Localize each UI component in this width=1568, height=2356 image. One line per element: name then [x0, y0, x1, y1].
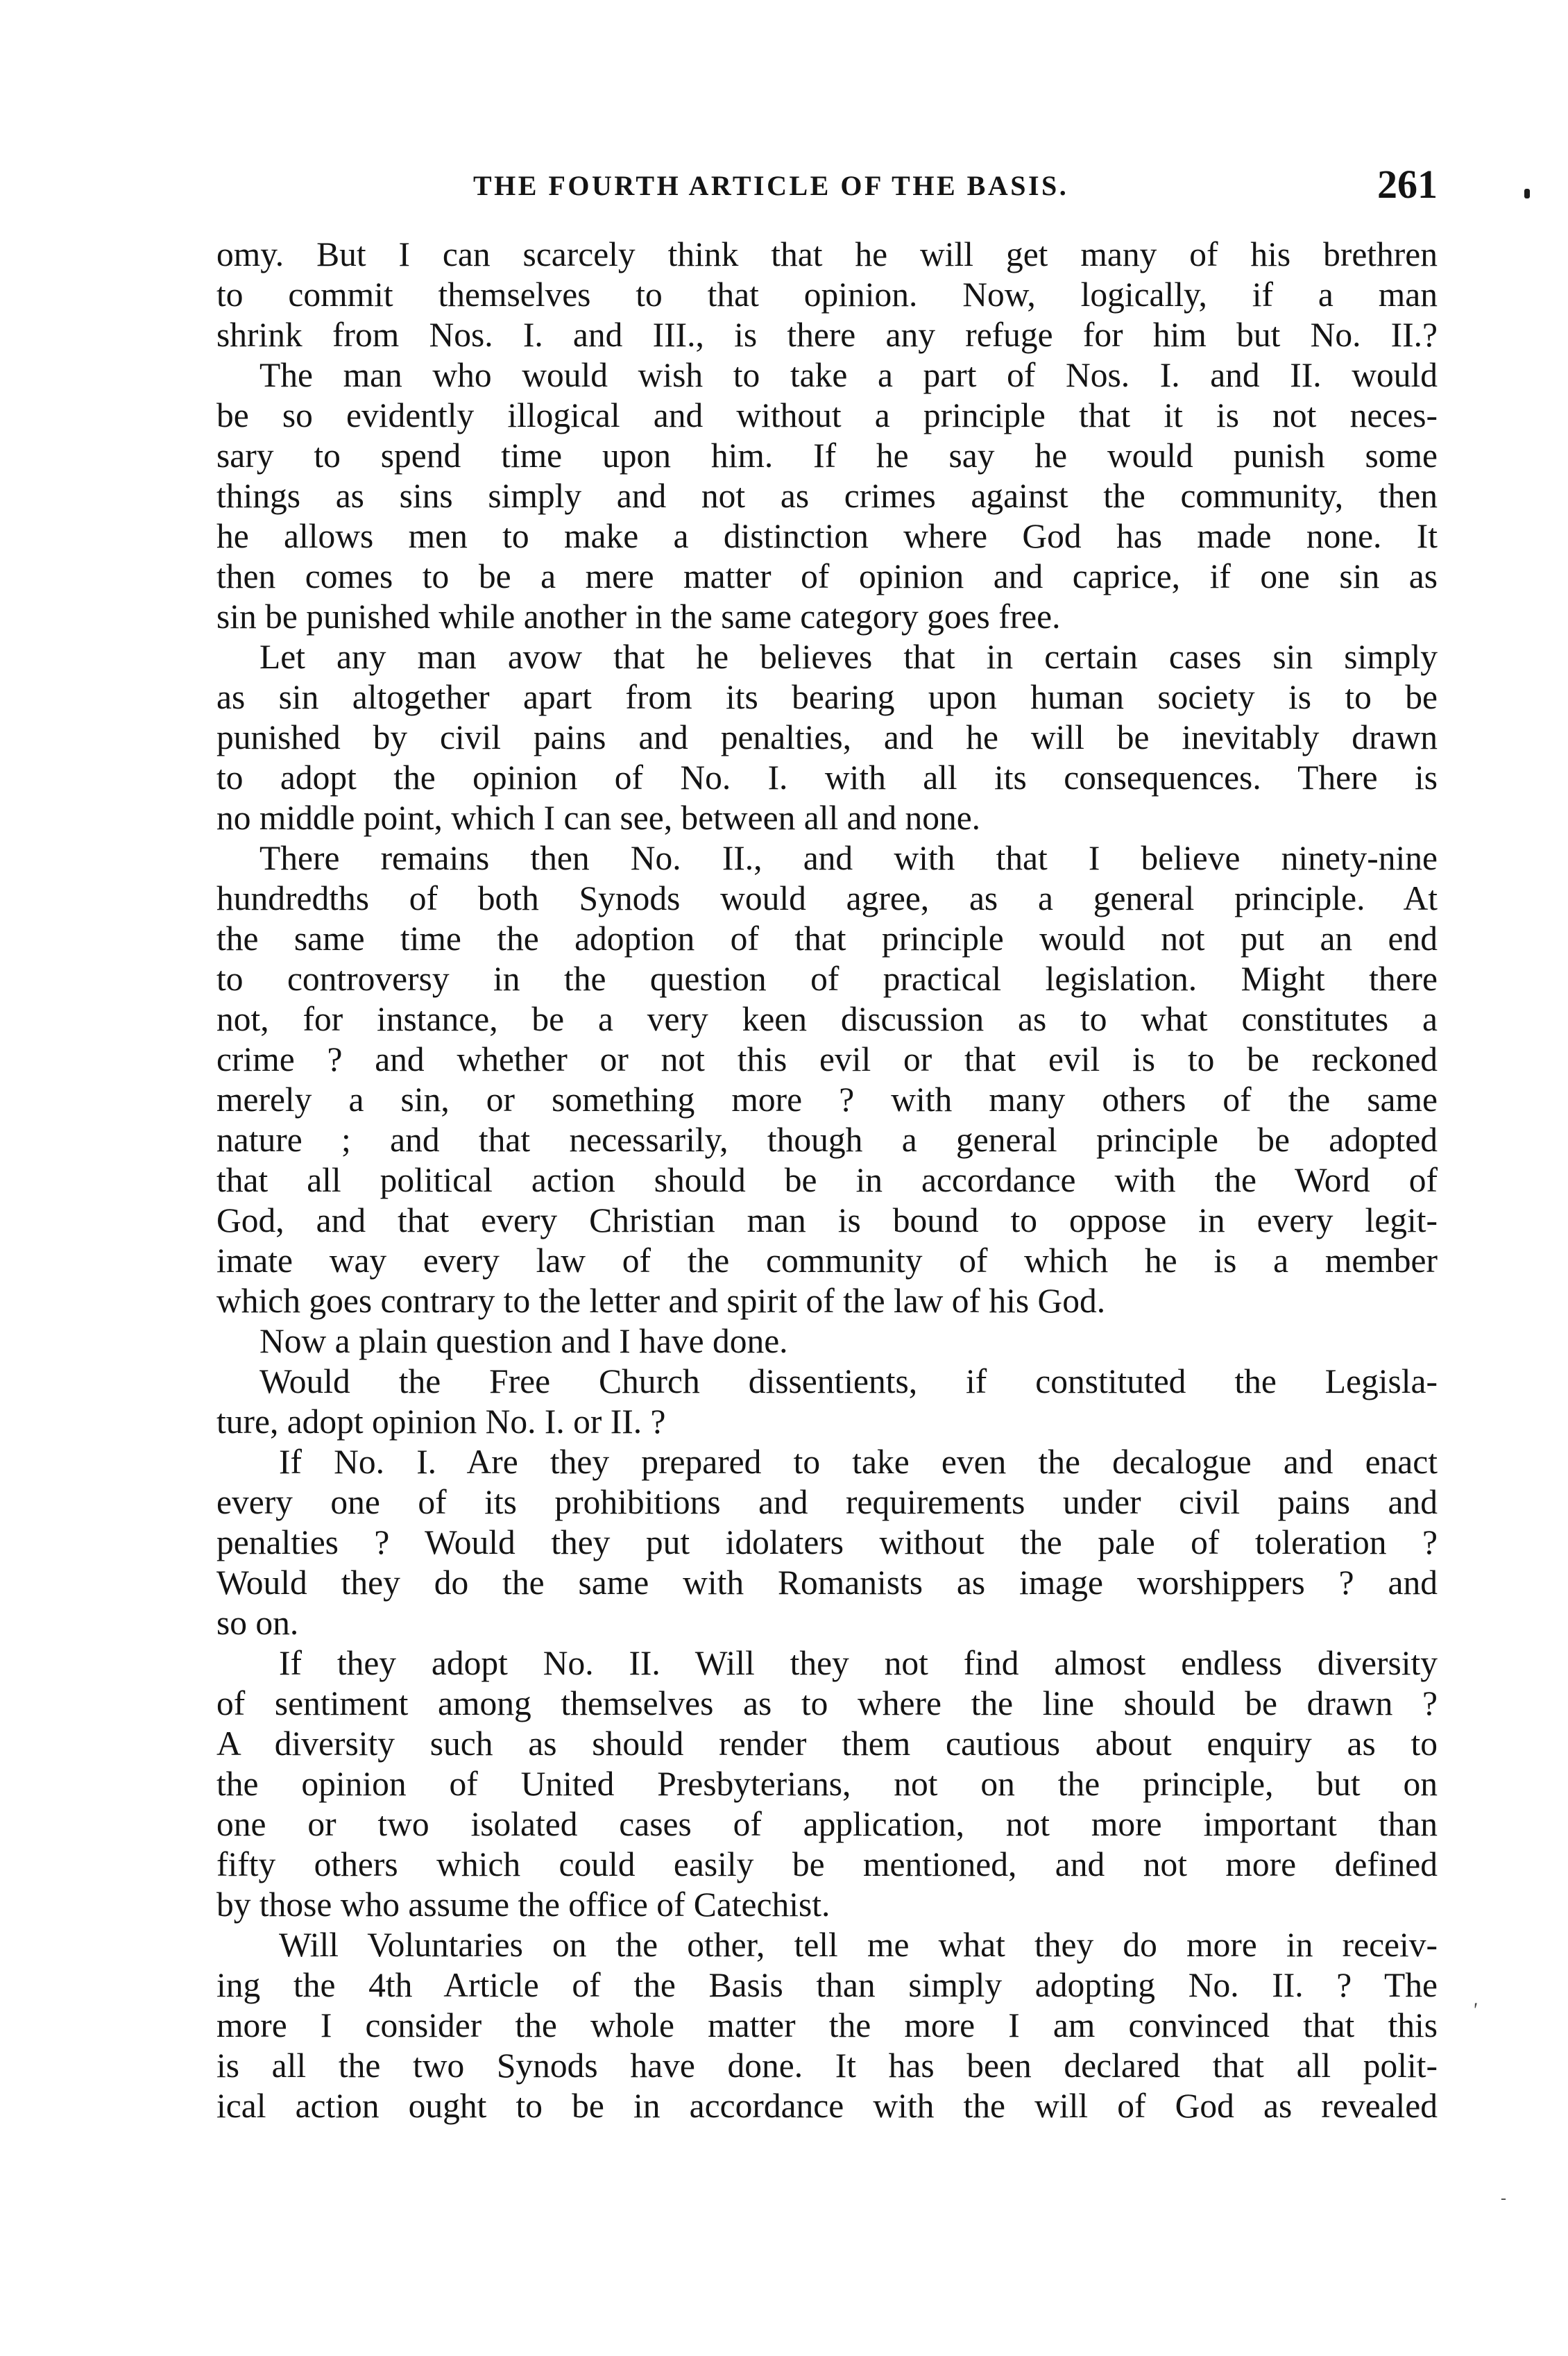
margin-mark: '	[1472, 1999, 1477, 2022]
text-line: the opinion of United Presbyterians, not on the principle, but on	[216, 1765, 1438, 1803]
text-line: penalties ? Would they put idolaters without the pale of toleration ?	[216, 1523, 1438, 1561]
text-line: as sin altogether apart from its bearing upon human society is to be	[216, 678, 1438, 716]
text-line: that all political action should be in accordance with the Word of	[216, 1161, 1438, 1199]
paragraph-start-line: Let any man avow that he believes that in certain cases sin simply	[259, 638, 1438, 676]
paragraph-end-line: sin be punished while another in the same category goes free.	[216, 598, 1061, 636]
text-line: A diversity such as should render them cautious about enquiry as to	[216, 1724, 1438, 1763]
text-line: to adopt the opinion of No. I. with all its consequences. There is	[216, 759, 1438, 797]
paragraph-start-line: Would the Free Church dissentients, if constituted the Legisla-	[259, 1362, 1438, 1400]
text-line: ical action ought to be in accordance with the will of God as revealed	[216, 2087, 1438, 2125]
text-line: fifty others which could easily be mentioned, and not more defined	[216, 1845, 1438, 1883]
paragraph-start-line: If they adopt No. II. Will they not find almost endless diversity	[279, 1644, 1438, 1682]
paragraph-end-line: so on.	[216, 1604, 299, 1642]
text-line: the same time the adoption of that principle would not put an end	[216, 919, 1438, 958]
paragraph-start-line: Will Voluntaries on the other, tell me what they do more in receiv-	[279, 1926, 1438, 1964]
text-line: not, for instance, be a very keen discussion as to what constitutes a	[216, 1000, 1438, 1038]
text-line: imate way every law of the community of which he is a member	[216, 1241, 1438, 1280]
text-line: God, and that every Christian man is bound to oppose in every legit-	[216, 1201, 1438, 1239]
text-line: punished by civil pains and penalties, and he will be inevitably drawn	[216, 718, 1438, 756]
paragraph-start-line: If No. I. Are they prepared to take even the decalogue and enact	[279, 1443, 1438, 1481]
text-line: he allows men to make a distinction where God has made none. It	[216, 517, 1438, 555]
page-number: 261	[1377, 162, 1438, 207]
text-line: things as sins simply and not as crimes against the community, then	[216, 477, 1438, 515]
body-text	[216, 235, 1438, 2126]
margin-ink-dot	[1524, 189, 1530, 198]
text-line: ing the 4th Article of the Basis than simply adopting No. II. ? The	[216, 1966, 1438, 2004]
text-line: sary to spend time upon him. If he say he would punish some	[216, 437, 1438, 475]
paragraph-start-line: The man who would wish to take a part of Nos. I. and II. would	[259, 356, 1438, 394]
running-title: THE FOURTH ARTICLE OF THE BASIS.	[473, 170, 1069, 201]
text-line: merely a sin, or something more ? with many others of the same	[216, 1080, 1438, 1119]
text-line: shrink from Nos. I. and III., is there any refuge for him but No. II.?	[216, 316, 1438, 354]
text-line: nature ; and that necessarily, though a general principle be adopted	[216, 1121, 1438, 1159]
paragraph-end-line: ture, adopt opinion No. I. or II. ?	[216, 1402, 666, 1441]
text-line: to commit themselves to that opinion. Now, logically, if a man	[216, 276, 1438, 314]
paragraph-end-line: by those who assume the office of Catechist.	[216, 1885, 830, 1924]
margin-mark: -	[1501, 2189, 1506, 2207]
text-line: be so evidently illogical and without a principle that it is not neces-	[216, 396, 1438, 434]
text-line: of sentiment among themselves as to where the line should be drawn ?	[216, 1684, 1438, 1722]
text-line: crime ? and whether or not this evil or that evil is to be reckoned	[216, 1040, 1438, 1078]
text-line: to controversy in the question of practical legislation. Might there	[216, 960, 1438, 998]
paragraph-end-line: no middle point, which I can see, between all and none.	[216, 799, 981, 837]
text-line: more I consider the whole matter the more I am convinced that this	[216, 2006, 1438, 2044]
text-line: every one of its prohibitions and requirements under civil pains and	[216, 1483, 1438, 1521]
text-line: omy. But I can scarcely think that he will get many of his brethren	[216, 235, 1438, 273]
text-line: is all the two Synods have done. It has been declared that all polit-	[216, 2046, 1438, 2085]
paragraph-end-line: which goes contrary to the letter and spirit of the law of his God.	[216, 1282, 1106, 1320]
paragraph-start-line: There remains then No. II., and with that I believe ninety-nine	[259, 839, 1438, 877]
text-line: hundredths of both Synods would agree, as a general principle. At	[216, 879, 1438, 917]
running-head	[216, 161, 1438, 210]
paragraph-line: Now a plain question and I have done.	[259, 1322, 788, 1360]
text-line: then comes to be a mere matter of opinion and caprice, if one sin as	[216, 557, 1438, 595]
text-line: one or two isolated cases of application, not more important than	[216, 1805, 1438, 1843]
text-line: Would they do the same with Romanists as image worshippers ? and	[216, 1563, 1438, 1602]
